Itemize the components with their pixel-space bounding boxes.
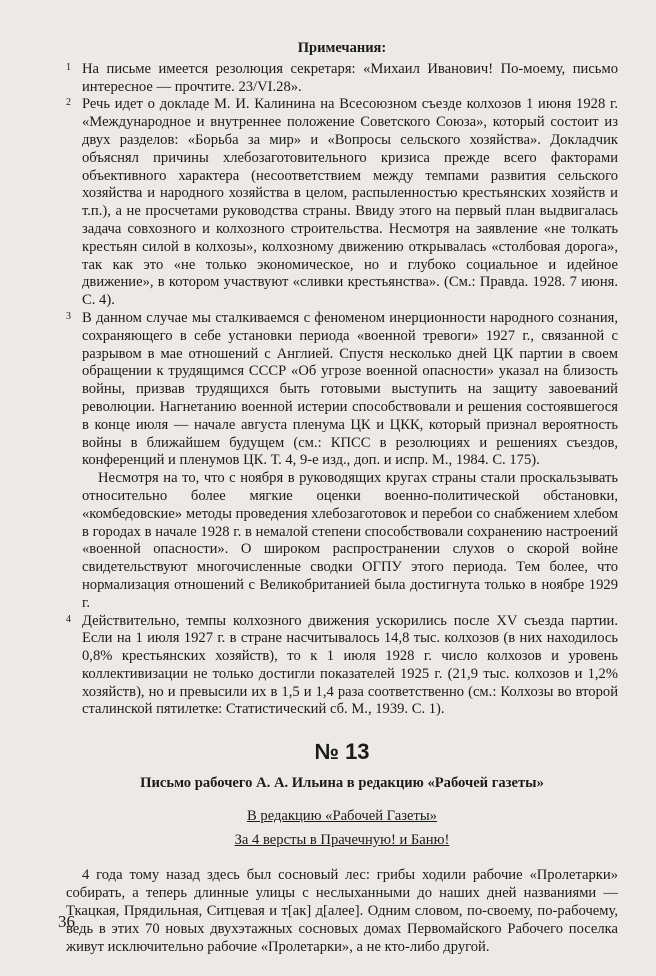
note-text: На письме имеется резолюция секретаря: «Михаил Иванович! По-моему, письмо интересное — прочтите. 23/VI.28». — [82, 60, 618, 95]
document-number: № 13 — [314, 739, 370, 765]
note-3 — [66, 310, 618, 470]
document-title: Письмо рабочего А. А. Ильина в редакцию «Рабочей газеты» — [140, 775, 544, 792]
letter-body: 4 года тому назад здесь был сосновый лес: грибы ходили рабочие «Пролетарки» собирать, а теперь длинные улицы с неслыханными до наших дней названиями — Ткацкая, Прядильная, Ситцевая и т[ак] д[алее]. Одним словом, по-своему, по-рабочему, ведь в этих 70 новых двухэтажных сосновых домах Первомайского Рабочего поселка живут исключительно рабочие «Пролетарки», а не кто-либо другой. — [66, 867, 618, 955]
note-number: 2 — [66, 97, 71, 109]
note-text: Действительно, темпы колхозного движения ускорились после XV съезда партии. Если на 1 июля 1927 г. в стране насчитывалось 14,8 тыс. колхозов (в них находилось 0,8% крестьянских хозяйств), то к 1 июля 1928 г. число колхозов и уровень коллективизации не только достигли показателей 1925 г. (21,9 тыс. колхозов и 1,2% хозяйств), но и превысили их в 1,5 и 1,4 раза соответственно (см.: Колхозы во второй сталинской пятилетке: Статистический сб. М., 1939. С. 1). — [82, 612, 618, 718]
note-1 — [66, 61, 618, 97]
note-number: 3 — [66, 310, 71, 322]
note-number: 4 — [66, 613, 71, 625]
page-content — [66, 40, 618, 956]
address-line-2: За 4 версты в Прачечную! и Баню! — [234, 831, 450, 848]
note-3-continuation: Несмотря на то, что с ноября в руководящих кругах страны стали проскальзывать относительно более мягкие оценки военно-политической обстановки, «комбедовские» методы проведения хлебозаготовок и перебои со снабжением хлебом в городах в начале 1928 г. в немалой степени способствовали сохранению настроений «военной опасности». О широком распространении слухов о скорой войне свидетельствуют многочисленные сводки ОГПУ этого периода. Тем более, что нормализация отношений с Великобританией была достигнута только в ноябре 1929 г. — [82, 470, 618, 611]
note-2 — [66, 96, 618, 310]
address-line-1: В редакцию «Рабочей Газеты» — [247, 807, 437, 824]
note-text: Речь идет о докладе М. И. Калинина на Всесоюзном съезде колхозов 1 июня 1928 г. «Международное и внутреннее положение Советского Союза», который состоит из двух разделов: «Борьба за мир» и «Вопросы сельского хозяйства». Докладчик объяснял причины хлебозаготовительного кризиса прежде всего факторами объективного характера (несоответствием между темпами развития сельского хозяйства и народного хозяйства в целом, распыленностью крестьянских хозяйств и т.п.), а не просчетами руководства страны. Ввиду этого на первый план выдвигалась задача совхозного и колхозного строительства. Несмотря на заявление «не толкать крестьян силой в колхозы», колхозному движению открывалась «столбовая дорога», так как это «не только экономическое, но и глубоко социальное и идейное движение», в котором участвуют «сливки крестьянства». (См.: Правда. 1928. 7 июня. С. 4). — [82, 96, 618, 309]
page-number: 36 — [58, 912, 75, 931]
note-number: 1 — [66, 61, 71, 73]
note-text: В данном случае мы сталкиваемся с феноменом инерционности народного сознания, сохраняющего в себе установки периода «военной тревоги» 1927 г., связанной с разрывом в мае отношений с Англией. Спустя несколько дней ЦК партии в своем обращении к трудящимся СССР «Об угрозе военной опасности» указал на близость войны, призвав трудящихся быть готовыми выступить на защиту завоеваний революции. Нагнетанию военной истерии способствовали и решения состоявшегося в конце июля — начале августа пленума ЦК и ЦКК, который признал вероятность войны в ближайшем будущем (см.: КПСС в резолюциях и решениях съездов, конференций и пленумов ЦК. Т. 4, 9-е изд., доп. и испр. М., 1984. С. 175). — [82, 309, 618, 469]
note-4 — [66, 613, 618, 720]
notes-heading: Примечания: — [297, 40, 387, 56]
